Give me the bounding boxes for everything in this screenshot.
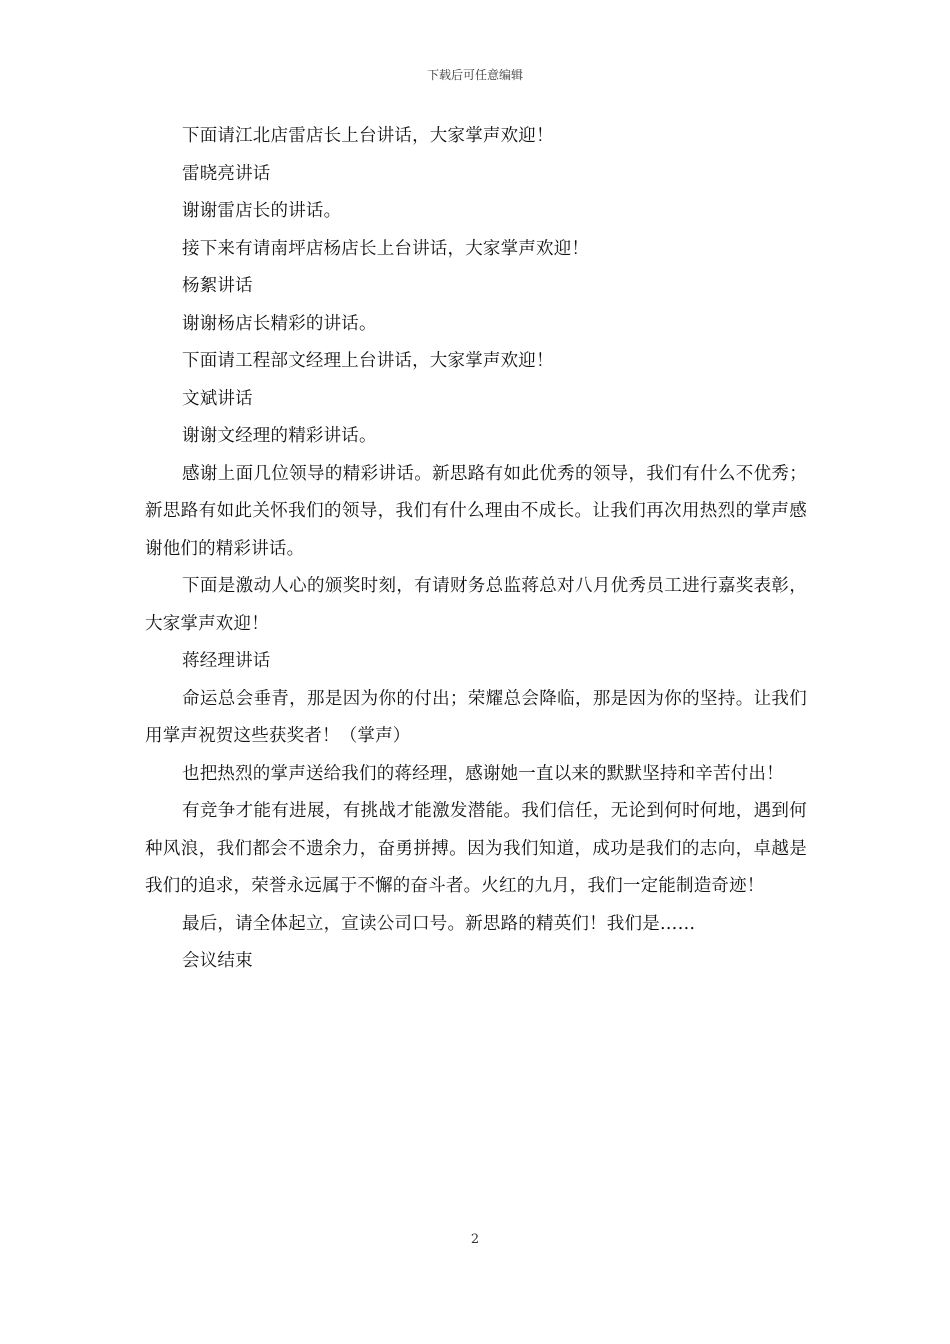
paragraph: 命运总会垂青，那是因为你的付出；荣耀总会降临，那是因为你的坚持。让我们用掌声祝贺这些获奖者！（掌声） [145,688,807,746]
page-number: 2 [470,1232,480,1247]
paragraph: 谢谢杨店长精彩的讲话。 [182,313,377,334]
paragraph: 接下来有请南坪店杨店长上台讲话，大家掌声欢迎！ [182,238,590,259]
paragraph: 下面请工程部文经理上台讲话，大家掌声欢迎！ [182,351,554,371]
paragraph: 下面是激动人心的颁奖时刻，有请财务总监蒋总对八月优秀员工进行嘉奖表彰，大家掌声欢迎！ [145,576,807,634]
paragraph: 也把热烈的掌声送给我们的蒋经理，感谢她一直以来的默默坚持和辛苦付出！ [182,763,784,784]
paragraph: 谢谢雷店长的讲话。 [182,201,342,221]
paragraph: 会议结束 [182,951,253,971]
paragraph: 蒋经理讲话 [182,651,271,671]
paragraph: 最后，请全体起立，宣读公司口号。新思路的精英们！我们是…… [182,913,696,934]
paragraph: 谢谢文经理的精彩讲话。 [182,426,377,446]
paragraph: 文斌讲话 [182,388,253,409]
paragraph: 下面请江北店雷店长上台讲话，大家掌声欢迎！ [182,126,554,146]
paragraph: 杨絮讲话 [182,276,253,296]
page-header: 下载后可任意编辑 [426,68,523,82]
paragraph: 雷晓亮讲话 [182,163,271,184]
paragraph: 有竞争才能有进展，有挑战才能激发潜能。我们信任，无论到何时何地，遇到何种风浪，我们都会不遗余力，奋勇拼搏。因为我们知道，成功是我们的志向，卓越是我们的追求，荣誉永远属于不懈的奋斗者。火红的九月，我们一定能制造奇迹！ [145,801,807,896]
paragraph: 感谢上面几位领导的精彩讲话。新思路有如此优秀的领导，我们有什么不优秀；新思路有如此关怀我们的领导，我们有什么理由不成长。让我们再次用热烈的掌声感谢他们的精彩讲话。 [145,463,807,559]
document-body [145,118,807,981]
